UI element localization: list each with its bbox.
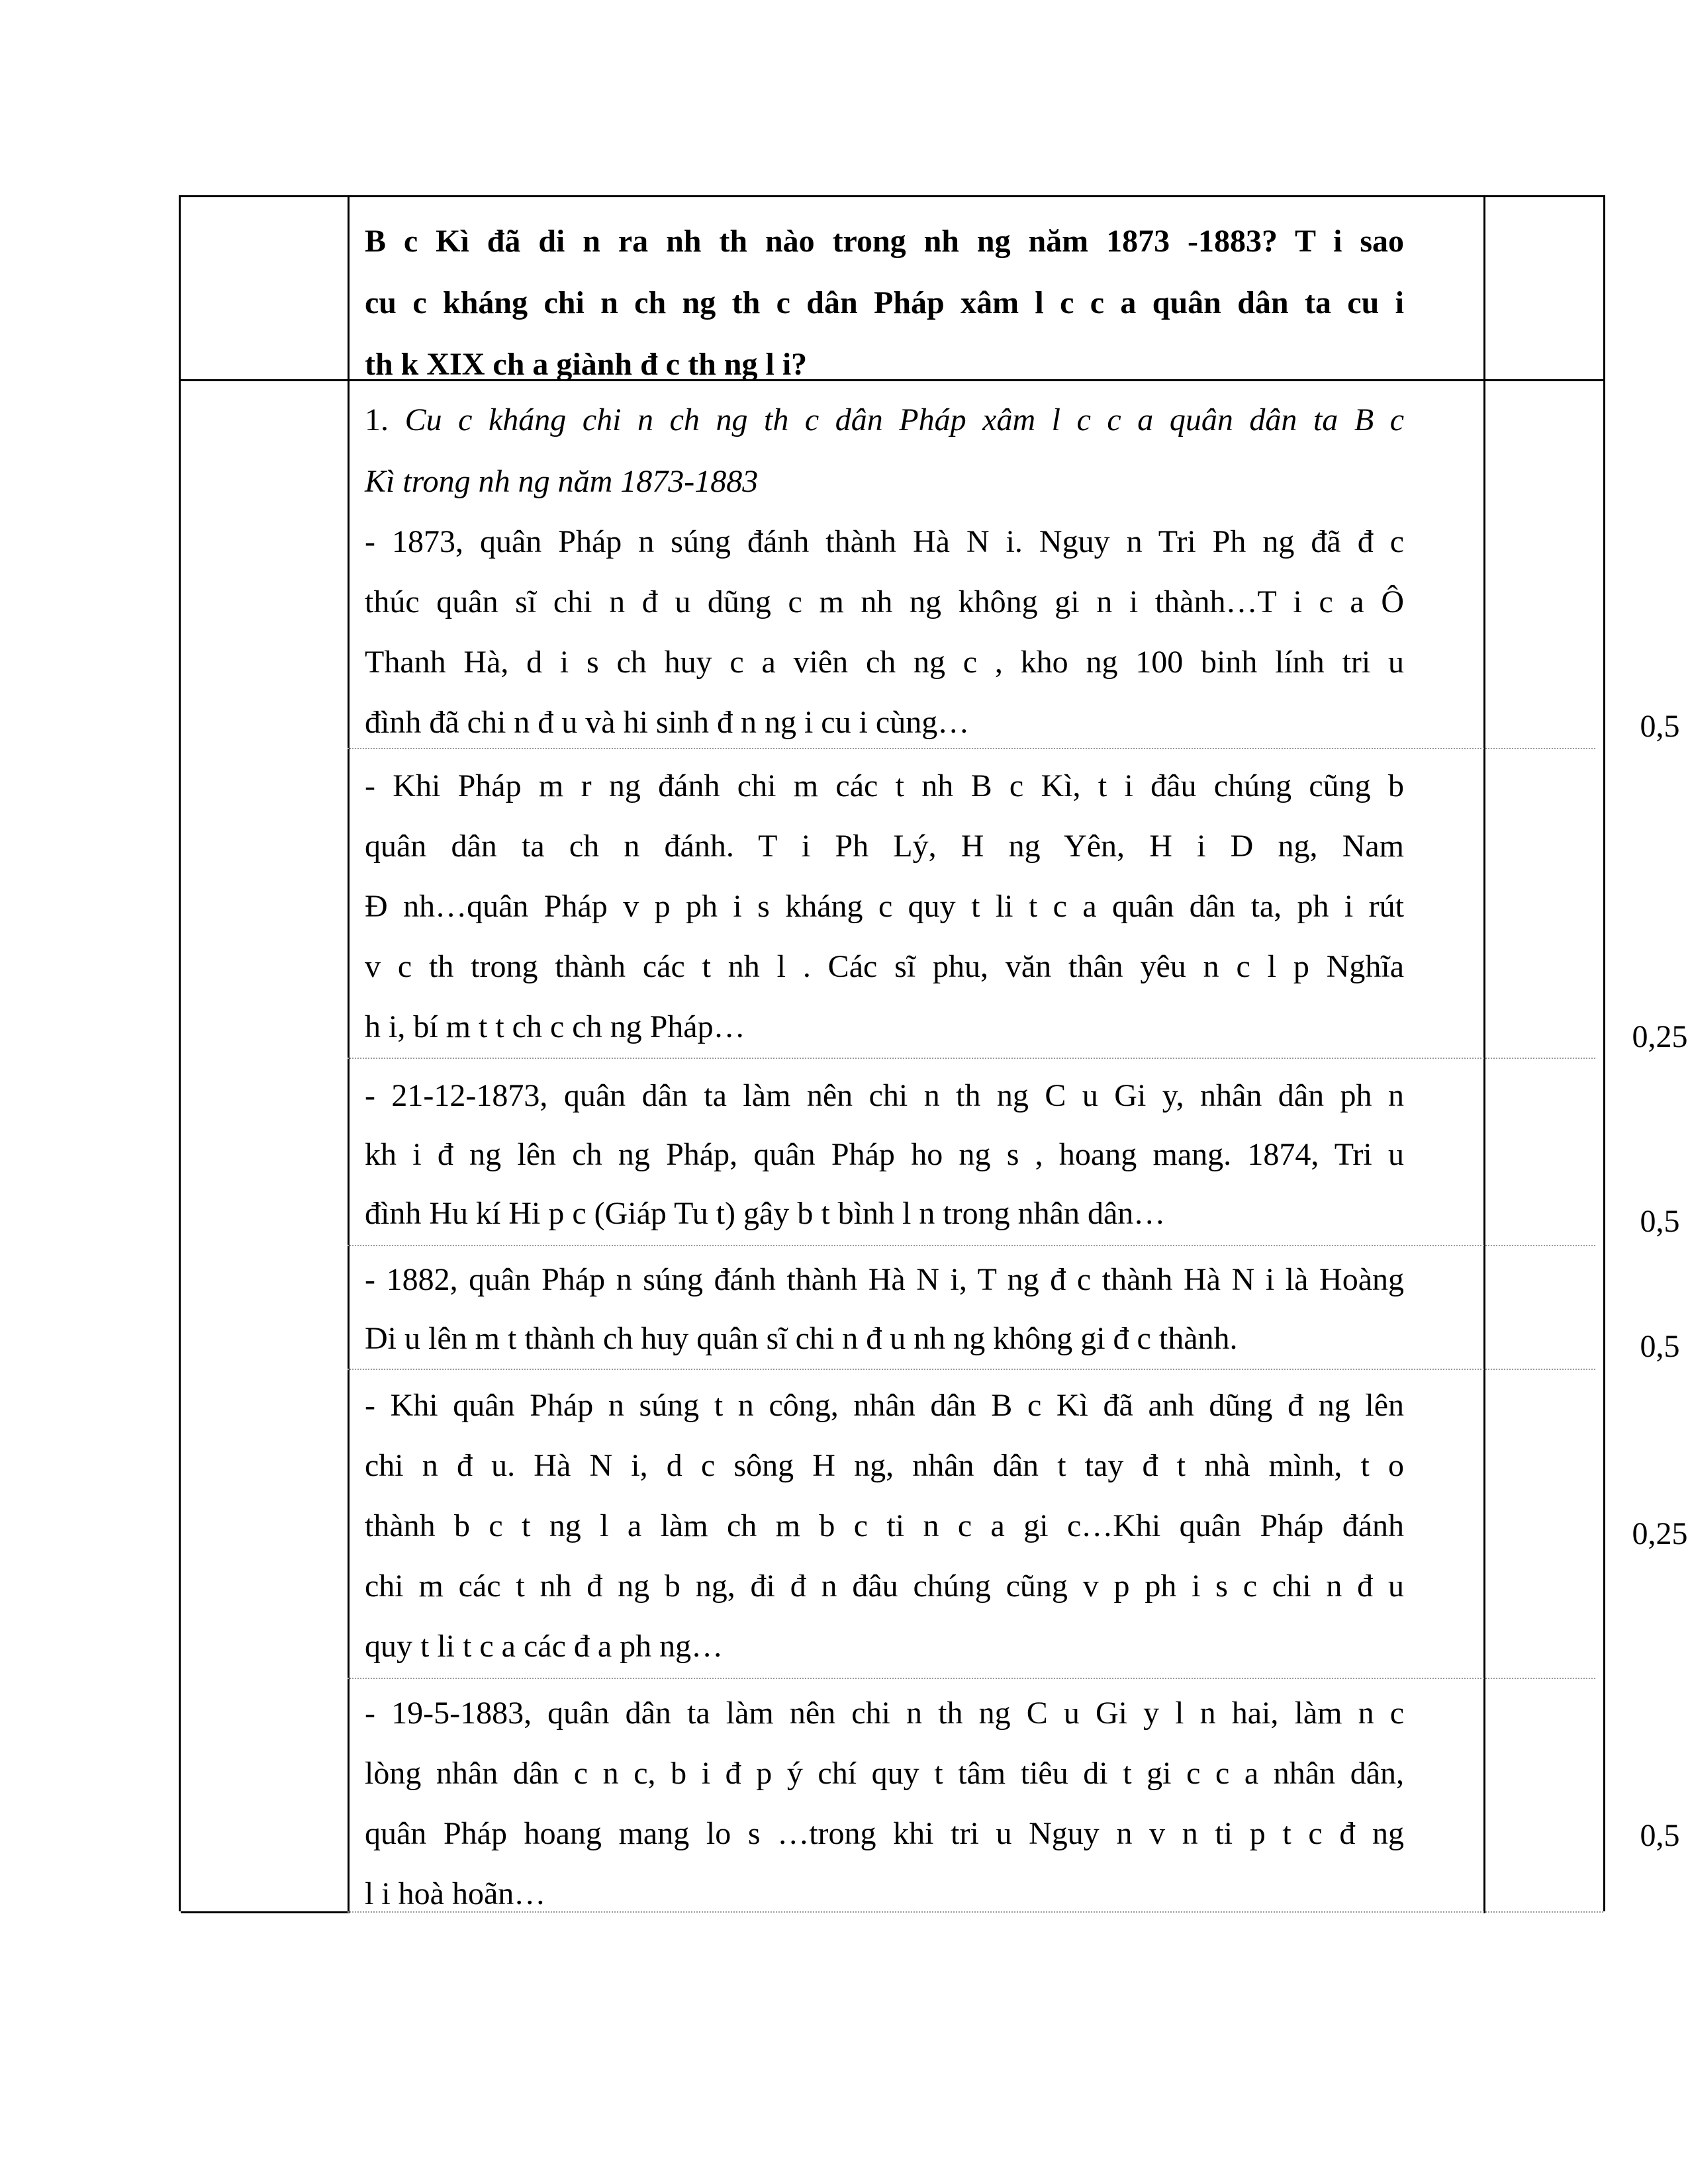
answer-line: - 1882, quân Pháp n súng đánh thành Hà N i, T ng đ c thành Hà N i là Hoàng <box>365 1262 1404 1297</box>
answer-line: Di u lên m t thành ch huy quân sĩ chi n đ u nh ng không gi đ c thành. <box>365 1321 1238 1356</box>
answer-line: - 1873, quân Pháp n súng đánh thành Hà N i. Nguy n Tri Ph ng đã đ c <box>365 524 1404 559</box>
answer-line: - Khi quân Pháp n súng t n công, nhân dân B c Kì đã anh dũng đ ng lên <box>365 1388 1404 1423</box>
score: 0,5 <box>1640 1329 1680 1364</box>
answer-line: - 21-12-1873, quân dân ta làm nên chi n th ng C u Gi y, nhân dân ph n <box>365 1078 1404 1113</box>
answer-line: kh i đ ng lên ch ng Pháp, quân Pháp ho ng s , hoang mang. 1874, Tri u <box>365 1137 1404 1172</box>
question-line: cu c kháng chi n ch ng th c dân Pháp xâm l c c a quân dân ta cu i <box>365 285 1404 320</box>
column-divider <box>348 197 350 1911</box>
row-separator <box>348 1678 1595 1679</box>
score: 0,5 <box>1640 709 1680 744</box>
answer-line: đình đã chi n đ u và hi sinh đ n ng i cu i cùng… <box>365 705 970 740</box>
answer-line: đình Hu kí Hi p c (Giáp Tu t) gây b t bình l n trong nhân dân… <box>365 1196 1166 1231</box>
score: 0,5 <box>1640 1818 1680 1853</box>
answer-table <box>179 195 1688 1911</box>
question-line: B c Kì đã di n ra nh th nào trong nh ng năm 1873 -1883? T i sao <box>365 224 1404 259</box>
answer-line: thúc quân sĩ chi n đ u dũng c m nh ng không gi n i thành…T i c a Ô <box>365 584 1404 619</box>
answer-line: v c th trong thành các t nh l . Các sĩ phu, văn thân yêu n c l p Nghĩa <box>365 949 1404 984</box>
row-separator <box>348 1245 1595 1246</box>
score: 0,25 <box>1632 1516 1688 1551</box>
question-line: th k XIX ch a giành đ c th ng l i? <box>365 347 808 382</box>
answer-line: quân Pháp hoang mang lo s …trong khi tri u Nguy n v n ti p t c đ ng <box>365 1816 1404 1851</box>
column-divider <box>1483 197 1485 1913</box>
answer-line: Đ nh…quân Pháp v p ph i s kháng c quy t li t c a quân dân ta, ph i rút <box>365 889 1404 924</box>
answer-line: Thanh Hà, d i s ch huy c a viên ch ng c , kho ng 100 binh lính tri u <box>365 645 1404 680</box>
section-number: 1. <box>365 402 405 437</box>
answer-line: chi n đ u. Hà N i, d c sông H ng, nhân dân t tay đ t nhà mình, t o <box>365 1448 1404 1483</box>
answer-line: quy t li t c a các đ a ph ng… <box>365 1629 724 1664</box>
score: 0,25 <box>1632 1019 1688 1054</box>
section-heading-text: Cu c kháng chi n ch ng th c dân Pháp xâm l c c a quân dân ta B c <box>404 402 1405 437</box>
answer-line: chi m các t nh đ ng b ng, đi đ n đâu chúng cũng v p ph i s c chi n đ u <box>365 1569 1404 1604</box>
score: 0,5 <box>1640 1204 1680 1239</box>
section-heading <box>365 389 1404 451</box>
row-separator <box>348 1058 1595 1059</box>
answer-line: lòng nhân dân c n c, b i đ p ý chí quy t tâm tiêu di t gi c c a nhân dân, <box>365 1756 1404 1791</box>
answer-line: - Khi Pháp m r ng đánh chi m các t nh B c Kì, t i đâu chúng cũng b <box>365 768 1404 803</box>
answer-line: l i hoà hoãn… <box>365 1876 546 1911</box>
answer-line: h i, bí m t t ch c ch ng Pháp… <box>365 1009 745 1044</box>
answer-line: - 19-5-1883, quân dân ta làm nên chi n th ng C u Gi y l n hai, làm n c <box>365 1696 1404 1731</box>
section-heading-text: Kì trong nh ng năm 1873-1883 <box>365 464 759 499</box>
table-bottom-border <box>181 1911 350 1913</box>
answer-line: quân dân ta ch n đánh. T i Ph Lý, H ng Yên, H i D ng, Nam <box>365 829 1404 864</box>
answer-line: thành b c t ng l a làm ch m b c ti n c a gi c…Khi quân Pháp đánh <box>365 1508 1404 1543</box>
